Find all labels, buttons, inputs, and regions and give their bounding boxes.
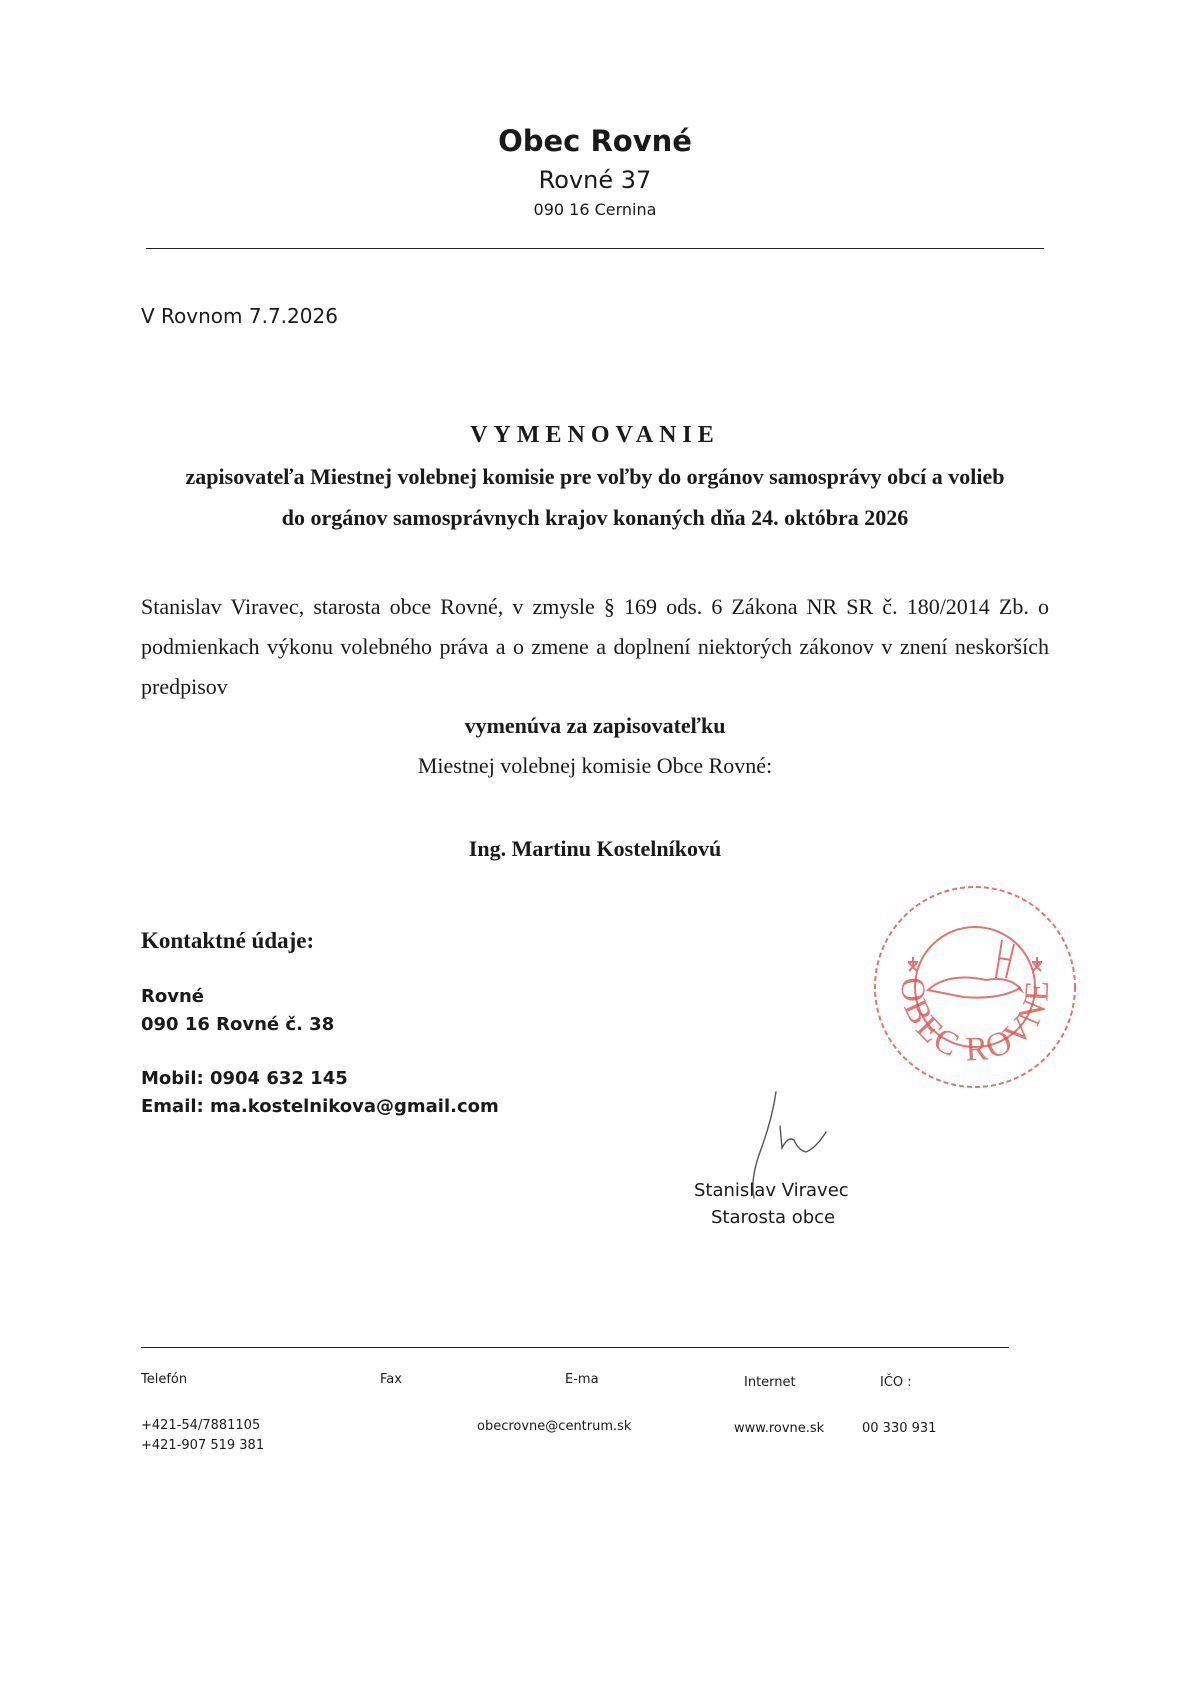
letterhead-street: Rovné 37: [538, 166, 652, 194]
footer-phone-label: Telefón: [141, 1372, 188, 1387]
document-title: VYMENOVANIE: [470, 422, 720, 448]
letterhead-city: 090 16 Cernina: [533, 200, 657, 219]
footer-internet: www.rovne.sk: [734, 1421, 825, 1436]
letterhead-org-name: Obec Rovné: [498, 124, 692, 158]
signatory-name: Stanislav Viravec: [694, 1180, 849, 1201]
footer-ico-label: IČO :: [880, 1375, 912, 1390]
footer-ico: 00 330 931: [862, 1421, 937, 1436]
appoints-line: vymenúva za zapisovateľku: [464, 713, 726, 738]
footer-divider: [141, 1347, 1009, 1348]
contact-address-line-2: 090 16 Rovné č. 38: [141, 1014, 335, 1035]
commission-line: Miestnej volebnej komisie Obce Rovné:: [417, 753, 773, 778]
body-paragraph: Stanislav Viravec, starosta obce Rovné, v zmysle § 169 ods. 6 Zákona NR SR č. 180/2014 Zb. o podmienkach výkonu volebného práva a o zmene a doplnení niektorých zákonov v znení neskorších predpisov: [141, 594, 1049, 699]
official-stamp-icon: [868, 880, 1082, 1094]
document-subject-line-2: do orgánov samosprávnych krajov konaných dňa 24. októbra 2026: [281, 505, 909, 530]
footer-email-label: E-ma: [565, 1372, 599, 1387]
footer-email: obecrovne@centrum.sk: [477, 1419, 632, 1434]
date-line: V Rovnom 7.7.2026: [141, 304, 338, 328]
contact-email: Email: ma.kostelnikova@gmail.com: [141, 1096, 499, 1117]
contact-phone: Mobil: 0904 632 145: [141, 1068, 348, 1089]
footer-phone-1: +421-54/7881105: [141, 1418, 261, 1433]
letterhead-divider: [146, 248, 1044, 249]
footer-phone-2: +421-907 519 381: [141, 1438, 265, 1453]
footer-internet-label: Internet: [744, 1375, 796, 1390]
footer-fax-label: Fax: [380, 1372, 402, 1387]
contact-heading: Kontaktné údaje:: [141, 928, 315, 953]
document-subject-line-1: zapisovateľa Miestnej volebnej komisie pre voľby do orgánov samosprávy obcí a volieb: [185, 464, 1005, 489]
signatory-title: Starosta obce: [711, 1207, 836, 1228]
stamp-text: OBEC ROVNÉ: [893, 976, 1057, 1069]
appointee-name: Ing. Martinu Kostelníkovú: [468, 836, 722, 861]
contact-address-line-1: Rovné: [141, 986, 204, 1007]
